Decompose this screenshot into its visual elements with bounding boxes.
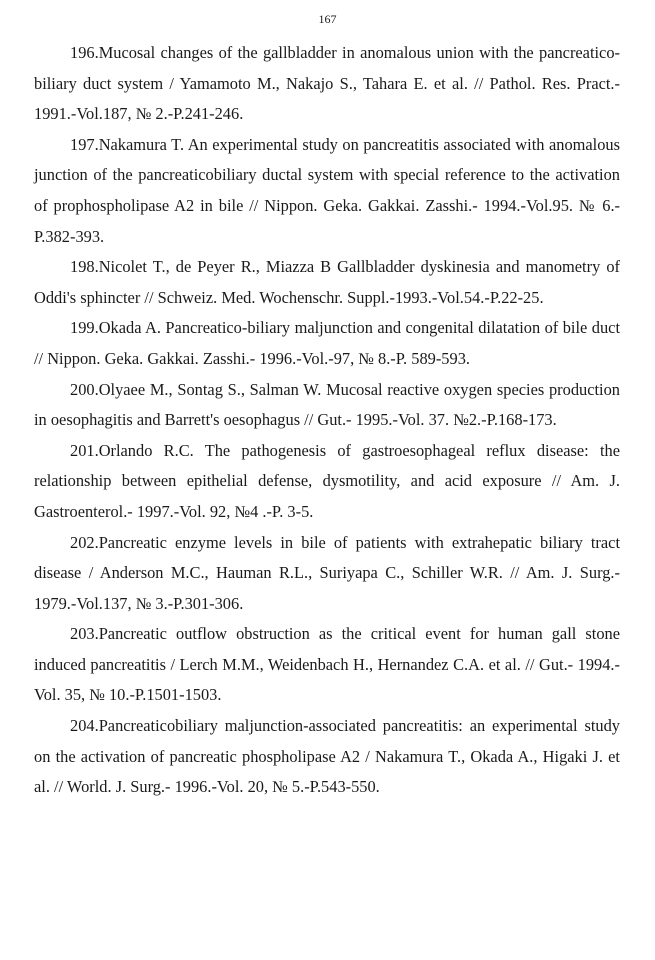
- reference-text: Nicolet T., de Peyer R., Miazza B Gallbladder dyskinesia and manometry of Oddi's sphincter // Schweiz. Med. Wochenschr. Suppl.-1993.-Vol.54.-P.22-25.: [34, 257, 620, 307]
- reference-item: [34, 252, 620, 313]
- reference-number: 196.: [70, 43, 99, 62]
- reference-number: 198.: [70, 257, 99, 277]
- reference-text: Orlando R.C. The pathogenesis of gastroesophageal reflux disease: the relationship between epithelial defense, dysmotility, and acid exposure // Am. J. Gastroenterol.- 1997.-Vol. 92, №4 .-P. 3-5.: [34, 440, 620, 521]
- reference-text: Okada A. Pancreatico-biliary maljunction and congenital dilatation of bile duct // Nippon. Geka. Gakkai. Zasshi.- 1996.-Vol.-97, № 8.-P. 589-593.: [34, 318, 620, 368]
- reference-item: [34, 375, 620, 436]
- reference-text: Olyaee M., Sontag S., Salman W. Mucosal reactive oxygen species production in oesophagitis and Barrett's oesophagus // Gut.- 1995.-Vol. 37. №2.-P.168-173.: [34, 379, 620, 430]
- reference-item: [34, 619, 620, 711]
- reference-text: Nakamura T. An experimental study on pancreatitis associated with anomalous junction of the pancreaticobiliary ductal system with special reference to the activation of prophospholipase A2 in bile // Nippon. Geka. Gakkai. Zasshi.- 1994.-Vol.95. № 6.-P.382-393.: [34, 134, 620, 246]
- reference-number: 199.: [70, 318, 99, 338]
- reference-text: Mucosal changes of the gallbladder in anomalous union with the pancreatico-biliary duct system / Yamamoto M., Nakajo S., Tahara E. et al. // Pathol. Res. Pract.- 1991.-Vol.187, № 2.-P.241-246.: [34, 43, 620, 124]
- reference-item: [34, 436, 620, 528]
- reference-number: 200.: [70, 379, 99, 399]
- reference-number: 201.: [70, 440, 99, 460]
- reference-number: 202.: [70, 532, 99, 552]
- reference-text: Pancreatic enzyme levels in bile of patients with extrahepatic biliary tract disease / Anderson M.C., Hauman R.L., Suriyapa C., Schiller W.R. // Am. J. Surg.- 1979.-Vol.137, № 3.-P.301-306.: [34, 532, 620, 613]
- reference-list: [34, 38, 620, 803]
- page-number: 167: [318, 12, 337, 26]
- reference-item: [34, 313, 620, 374]
- reference-number: 204.: [70, 716, 99, 736]
- reference-text: Pancreatic outflow obstruction as the critical event for human gall stone induced pancreatitis / Lerch M.M., Weidenbach H., Hernandez C.A. et al. // Gut.- 1994.-Vol. 35, № 10.-P.1501-1503.: [34, 624, 620, 705]
- reference-text: Pancreaticobiliary maljunction-associated pancreatitis: an experimental study on the activation of pancreatic phospholipase A2 / Nakamura T., Okada A., Higaki J. et al. // World. J. Surg.- 1996.-Vol. 20, № 5.-P.543-550.: [34, 716, 620, 797]
- reference-item: [34, 38, 620, 130]
- reference-number: 203.: [70, 624, 99, 644]
- reference-item: [34, 130, 620, 252]
- reference-number: 197.: [70, 134, 99, 154]
- reference-item: [34, 528, 620, 620]
- reference-item: [34, 711, 620, 803]
